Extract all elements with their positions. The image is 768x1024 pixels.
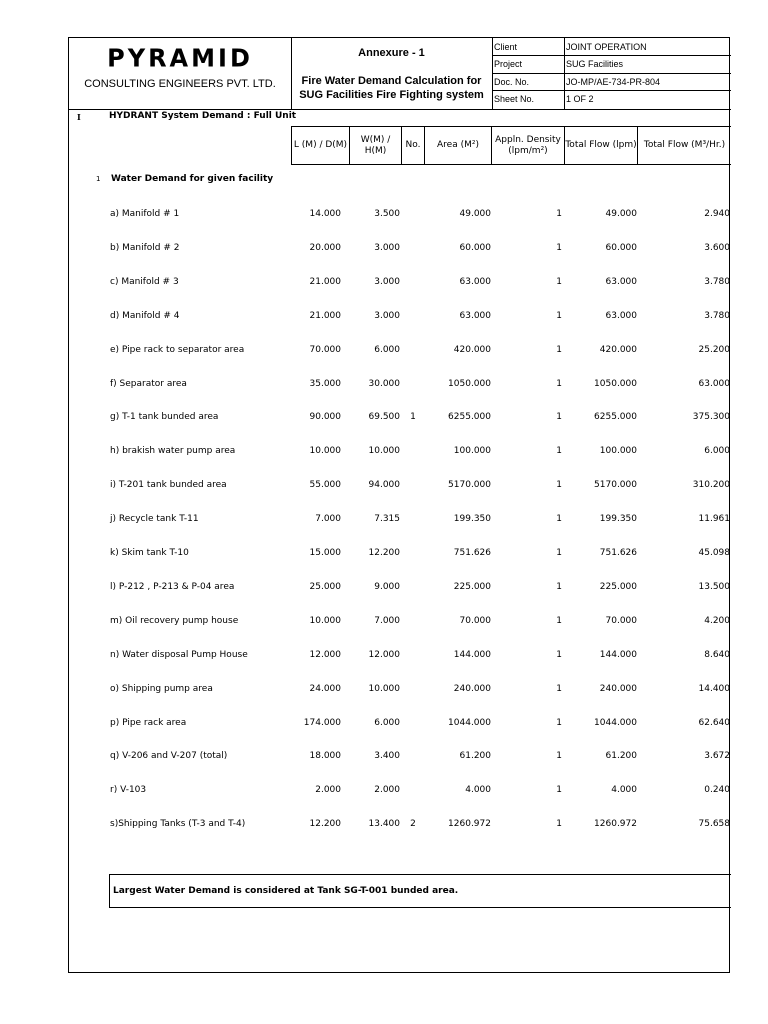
table-row [69, 579, 731, 595]
row-label: d) Manifold # 4 [110, 310, 180, 321]
cell-total-flow-m3: 4.200 [704, 615, 730, 626]
cell-length: 14.000 [309, 209, 341, 219]
row-label: k) Skim tank T-10 [110, 548, 189, 558]
cell-density: 1 [556, 276, 562, 287]
document-sheet [68, 37, 730, 973]
subsection-title: Water Demand for given facility [111, 174, 274, 184]
meta-label-sheet-no: Sheet No. [494, 94, 535, 104]
cell-density: 1 [556, 819, 562, 830]
row-label: f) Separator area [110, 378, 187, 389]
cell-total-flow-m3: 375.300 [692, 412, 730, 423]
cell-area: 60.000 [459, 242, 491, 253]
table-row [69, 647, 731, 663]
cell-total-flow-m3: 3.780 [704, 276, 730, 287]
row-label: c) Manifold # 3 [110, 276, 179, 287]
table-row [69, 274, 731, 290]
meta-value-project: SUG Facilities [566, 59, 624, 69]
cell-density: 1 [556, 446, 562, 457]
meta-label-project: Project [494, 59, 523, 69]
cell-width: 30.000 [368, 378, 400, 389]
row-label: q) V-206 and V-207 (total) [110, 751, 228, 762]
cell-total-flow: 4.000 [611, 785, 637, 796]
cell-area: 6255.000 [448, 412, 491, 423]
table-row [69, 511, 731, 527]
cell-area: 4.000 [465, 785, 491, 796]
cell-density: 1 [556, 514, 562, 525]
cell-width: 94.000 [368, 480, 400, 491]
row-label: o) Shipping pump area [110, 683, 213, 694]
cell-total-flow-m3: 11.961 [698, 514, 730, 525]
cell-total-flow: 240.000 [599, 683, 637, 694]
cell-length: 25.000 [309, 581, 341, 592]
cell-total-flow: 1260.972 [594, 819, 637, 830]
cell-number: 2 [410, 819, 416, 830]
table-row [69, 409, 731, 425]
cell-width: 2.000 [374, 785, 400, 796]
row-label: h) brakish water pump area [110, 446, 236, 457]
table-row [69, 477, 731, 493]
divider [291, 164, 731, 165]
cell-total-flow: 5170.000 [594, 480, 637, 491]
divider [291, 38, 292, 109]
cell-width: 6.000 [374, 717, 400, 728]
cell-total-flow: 751.626 [599, 548, 637, 558]
cell-density: 1 [556, 581, 562, 592]
cell-density: 1 [556, 785, 562, 796]
cell-length: 10.000 [309, 615, 341, 626]
cell-area: 49.000 [459, 209, 491, 219]
divider [69, 109, 731, 110]
cell-area: 5170.000 [448, 480, 491, 491]
company-logo-block [69, 38, 291, 100]
cell-area: 1044.000 [448, 717, 491, 728]
row-label: e) Pipe rack to separator area [110, 344, 245, 355]
cell-width: 3.000 [374, 242, 400, 253]
row-label: a) Manifold # 1 [110, 209, 180, 219]
cell-density: 1 [556, 310, 562, 321]
cell-area: 225.000 [453, 581, 491, 592]
cell-total-flow: 199.350 [599, 514, 637, 525]
cell-total-flow: 420.000 [599, 344, 637, 355]
cell-total-flow-m3: 0.240 [704, 785, 730, 796]
cell-total-flow: 100.000 [599, 446, 637, 457]
cell-total-flow-m3: 14.400 [698, 683, 730, 694]
column-header-density: Appln. Density (lpm/m²) [495, 134, 561, 156]
cell-width: 7.000 [374, 615, 400, 626]
cell-total-flow: 1044.000 [594, 717, 637, 728]
cell-length: 7.000 [315, 514, 341, 525]
cell-area: 144.000 [453, 649, 491, 660]
row-label: n) Water disposal Pump House [110, 649, 248, 660]
divider [492, 90, 731, 91]
cell-width: 6.000 [374, 344, 400, 355]
meta-value-client: JOINT OPERATION [566, 42, 647, 52]
row-label: s)Shipping Tanks (T-3 and T-4) [110, 819, 246, 830]
cell-length: 24.000 [309, 683, 341, 694]
cell-total-flow: 63.000 [605, 310, 637, 321]
cell-density: 1 [556, 615, 562, 626]
cell-area: 240.000 [453, 683, 491, 694]
cell-length: 18.000 [309, 751, 341, 762]
row-label: l) P-212 , P-213 & P-04 area [110, 581, 235, 592]
cell-length: 12.000 [309, 649, 341, 660]
cell-width: 13.400 [368, 819, 400, 830]
document-title-line-1: Fire Water Demand Calculation for [301, 75, 482, 87]
cell-total-flow: 61.200 [605, 751, 637, 762]
cell-width: 3.000 [374, 276, 400, 287]
cell-total-flow-m3: 3.672 [704, 751, 730, 762]
cell-area: 100.000 [453, 446, 491, 457]
cell-total-flow: 49.000 [605, 209, 637, 219]
cell-width: 7.315 [374, 514, 400, 525]
cell-length: 174.000 [303, 717, 341, 728]
cell-total-flow-m3: 6.000 [704, 446, 730, 457]
table-row [69, 545, 731, 561]
cell-area: 420.000 [453, 344, 491, 355]
cell-length: 15.000 [309, 548, 341, 558]
cell-width: 3.000 [374, 310, 400, 321]
cell-area: 1260.972 [448, 819, 491, 830]
table-row [69, 206, 731, 222]
cell-density: 1 [556, 209, 562, 219]
cell-density: 1 [556, 683, 562, 694]
row-label: p) Pipe rack area [110, 717, 187, 728]
cell-width: 12.000 [368, 649, 400, 660]
document-title [291, 74, 492, 102]
cell-density: 1 [556, 378, 562, 389]
table-row [69, 443, 731, 459]
pyramid-logo: PYRAMID [107, 43, 253, 73]
cell-total-flow: 63.000 [605, 276, 637, 287]
cell-total-flow: 6255.000 [594, 412, 637, 423]
cell-density: 1 [556, 242, 562, 253]
table-row [69, 240, 731, 256]
cell-width: 3.400 [374, 751, 400, 762]
cell-length: 35.000 [309, 378, 341, 389]
company-name: CONSULTING ENGINEERS PVT. LTD. [84, 78, 276, 90]
cell-length: 2.000 [315, 785, 341, 796]
meta-label-client: Client [494, 42, 518, 52]
cell-total-flow-m3: 62.640 [698, 717, 730, 728]
table-row [69, 748, 731, 764]
row-label: m) Oil recovery pump house [110, 615, 239, 626]
row-label: b) Manifold # 2 [110, 242, 180, 253]
table-row [69, 782, 731, 798]
cell-total-flow-m3: 3.780 [704, 310, 730, 321]
cell-total-flow-m3: 2.940 [704, 209, 730, 219]
subsection-number: 1 [96, 175, 101, 183]
table-row [69, 342, 731, 358]
row-label: i) T-201 tank bunded area [110, 480, 227, 491]
cell-length: 21.000 [309, 276, 341, 287]
cell-width: 10.000 [368, 446, 400, 457]
cell-total-flow-m3: 25.200 [698, 344, 730, 355]
cell-length: 21.000 [309, 310, 341, 321]
cell-density: 1 [556, 412, 562, 423]
cell-width: 10.000 [368, 683, 400, 694]
cell-length: 90.000 [309, 412, 341, 423]
column-header-total-flow: Total Flow (lpm) [565, 140, 637, 150]
cell-total-flow-m3: 63.000 [698, 378, 730, 389]
row-label: r) V-103 [110, 785, 147, 796]
cell-length: 12.200 [309, 819, 341, 830]
cell-total-flow: 144.000 [599, 649, 637, 660]
meta-value-doc-no: JO-MP/AE-734-PR-804 [566, 77, 661, 87]
cell-width: 69.500 [368, 412, 400, 423]
section-number: I [77, 112, 81, 122]
column-header-width: W(M) / H(M) [360, 134, 391, 156]
cell-density: 1 [556, 548, 562, 558]
divider [492, 55, 731, 56]
column-header-area: Area (M²) [437, 140, 479, 150]
column-header-number: No. [405, 140, 421, 150]
column-header-length: L (M) / D(M) [293, 140, 348, 150]
cell-width: 3.500 [374, 209, 400, 219]
cell-total-flow-m3: 3.600 [704, 242, 730, 253]
document-title-line-2: SUG Facilities Fire Fighting system [299, 89, 484, 101]
cell-area: 61.200 [459, 751, 491, 762]
row-label: g) T-1 tank bunded area [110, 412, 219, 423]
cell-total-flow-m3: 75.658 [698, 819, 730, 830]
row-label: j) Recycle tank T-11 [110, 514, 199, 525]
cell-length: 20.000 [309, 242, 341, 253]
cell-length: 10.000 [309, 446, 341, 457]
cell-density: 1 [556, 717, 562, 728]
cell-area: 63.000 [459, 310, 491, 321]
annexure-label: Annexure - 1 [358, 47, 425, 59]
meta-value-sheet-no: 1 OF 2 [566, 94, 594, 104]
table-row [69, 681, 731, 697]
table-row [69, 816, 731, 832]
cell-area: 63.000 [459, 276, 491, 287]
cell-area: 1050.000 [448, 378, 491, 389]
cell-total-flow-m3: 13.500 [698, 581, 730, 592]
cell-density: 1 [556, 344, 562, 355]
cell-width: 9.000 [374, 581, 400, 592]
cell-total-flow: 225.000 [599, 581, 637, 592]
cell-length: 55.000 [309, 480, 341, 491]
cell-number: 1 [410, 412, 416, 423]
cell-area: 199.350 [453, 514, 491, 525]
cell-total-flow: 60.000 [605, 242, 637, 253]
cell-density: 1 [556, 751, 562, 762]
cell-total-flow-m3: 45.098 [698, 548, 730, 558]
cell-density: 1 [556, 649, 562, 660]
cell-total-flow-m3: 310.200 [692, 480, 730, 491]
meta-label-doc-no: Doc. No. [494, 77, 530, 87]
cell-width: 12.200 [368, 548, 400, 558]
cell-area: 70.000 [459, 615, 491, 626]
cell-total-flow: 70.000 [605, 615, 637, 626]
divider [492, 73, 731, 74]
document-title-block [291, 38, 492, 100]
cell-length: 70.000 [309, 344, 341, 355]
section-title: HYDRANT System Demand : Full Unit [109, 111, 297, 121]
conclusion-note: Largest Water Demand is considered at Tank SG-T-001 bunded area. [109, 874, 731, 908]
cell-density: 1 [556, 480, 562, 491]
cell-total-flow: 1050.000 [594, 378, 637, 389]
column-header-total-flow-m3: Total Flow (M³/Hr.) [643, 140, 726, 150]
table-row [69, 715, 731, 731]
table-row [69, 376, 731, 392]
cell-total-flow-m3: 8.640 [704, 649, 730, 660]
table-row [69, 613, 731, 629]
table-row [69, 308, 731, 324]
cell-area: 751.626 [453, 548, 491, 558]
